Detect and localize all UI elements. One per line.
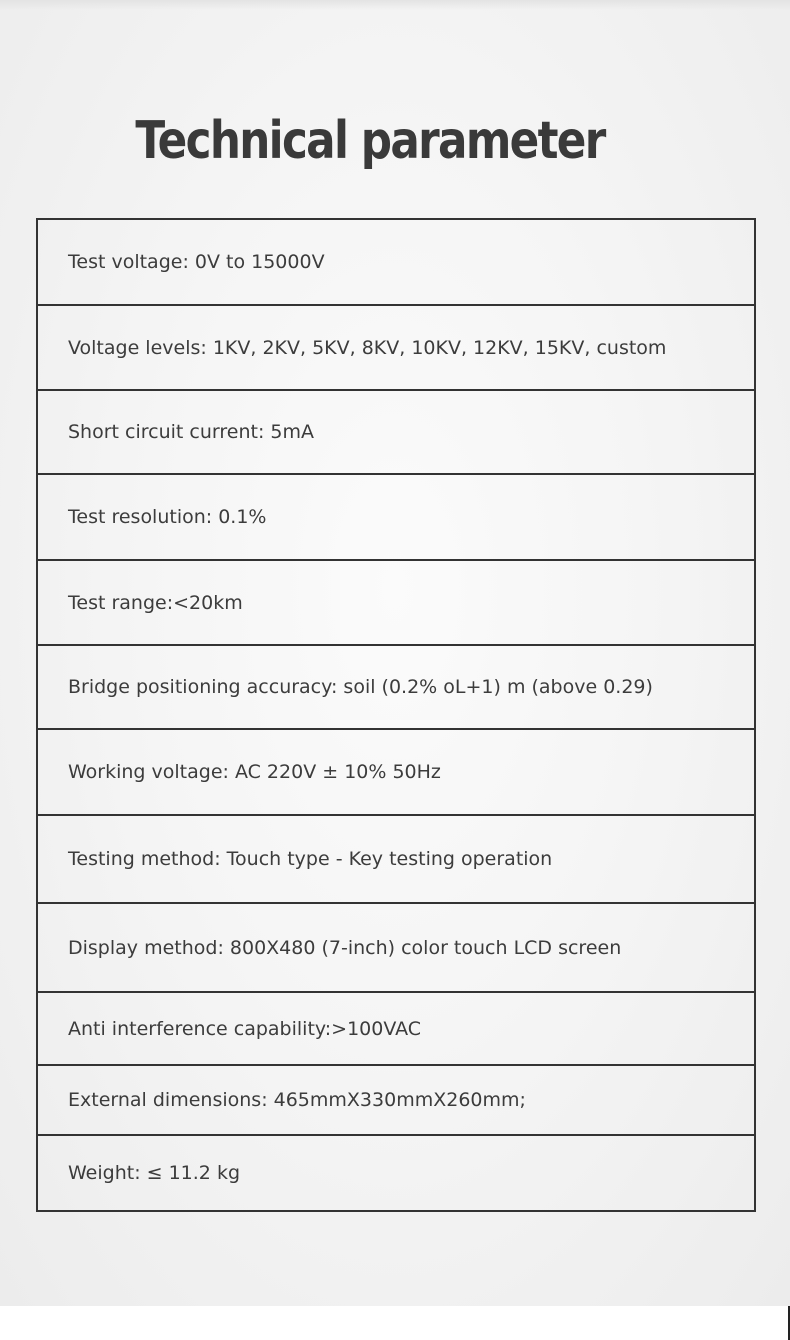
- param-test-voltage: Test voltage: 0V to 15000V: [38, 220, 754, 306]
- param-test-resolution: Test resolution: 0.1%: [38, 475, 754, 561]
- bottom-margin: [0, 1306, 790, 1340]
- param-bridge-positioning-accuracy: Bridge positioning accuracy: soil (0.2% oL+1) m (above 0.29): [38, 646, 754, 730]
- param-weight: Weight: ≤ 11.2 kg: [68, 1162, 241, 1184]
- parameter-table: [36, 218, 756, 1212]
- param-test-range: Test range:<20km: [38, 561, 754, 646]
- param-external-dimensions: External dimensions: 465mmX330mmX260mm;: [38, 1066, 754, 1136]
- top-decoration: [0, 0, 790, 10]
- param-testing-method: Testing method: Touch type - Key testing operation: [38, 816, 754, 904]
- param-voltage-levels: Voltage levels: 1KV, 2KV, 5KV, 8KV, 10KV, 12KV, 15KV, custom: [38, 306, 754, 391]
- param-display-method: Display method: 800X480 (7-inch) color touch LCD screen: [38, 904, 754, 993]
- page-title: Technical parameter: [135, 110, 605, 171]
- param-short-circuit-current: Short circuit current: 5mA: [38, 391, 754, 475]
- param-anti-interference: Anti interference capability:>100VAC: [38, 993, 754, 1066]
- param-working-voltage: Working voltage: AC 220V ± 10% 50Hz: [38, 730, 754, 816]
